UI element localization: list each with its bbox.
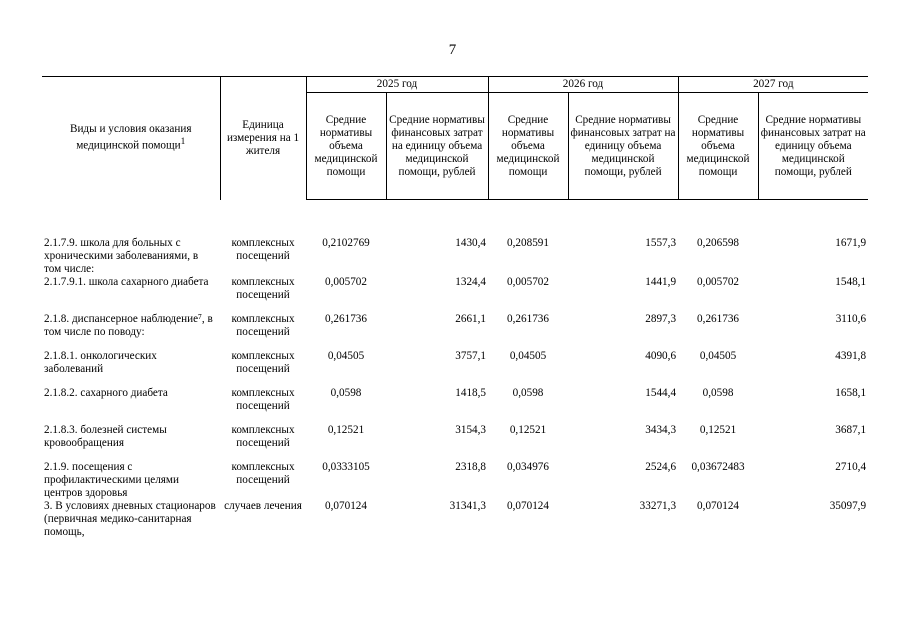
row-unit: комплексных посещений <box>231 237 295 262</box>
row-kind: 2.1.9. посещения с профилактическими целями центров здоровья <box>44 461 179 499</box>
row-finance-2027: 1671,9 <box>835 237 867 249</box>
page-number: 7 <box>448 42 457 58</box>
header-year-2026: 2026 год <box>488 77 678 93</box>
row-finance-2025: 31341,3 <box>449 500 487 512</box>
row-finance-2026: 4090,6 <box>645 350 677 362</box>
header-volume-2026: Средние нормативы объема медицинской помощи <box>488 93 568 200</box>
table-row <box>42 350 868 387</box>
table-row <box>42 461 868 500</box>
row-volume-2025: 0,0598 <box>330 387 362 399</box>
row-volume-2025: 0,261736 <box>325 313 367 325</box>
row-volume-2025: 0,0333105 <box>322 461 370 473</box>
row-finance-2026: 2897,3 <box>645 313 677 325</box>
row-volume-2027: 0,12521 <box>699 424 737 436</box>
row-kind: 2.1.7.9. школа для больных с хроническими заболеваниями, в том числе: <box>44 237 199 275</box>
row-unit: комплексных посещений <box>231 276 295 301</box>
row-volume-2027: 0,04505 <box>699 350 737 362</box>
row-finance-2027: 3110,6 <box>835 313 867 325</box>
row-volume-2025: 0,04505 <box>327 350 365 362</box>
row-kind: 2.1.8.1. онкологических заболеваний <box>44 350 157 375</box>
row-volume-2027: 0,261736 <box>697 313 739 325</box>
row-volume-2026: 0,04505 <box>509 350 547 362</box>
row-volume-2027: 0,03672483 <box>691 461 745 473</box>
row-kind: 2.1.8.2. сахарного диабета <box>44 387 168 399</box>
row-finance-2026: 1441,9 <box>645 276 677 288</box>
row-finance-2027: 35097,9 <box>829 500 867 512</box>
row-finance-2026: 2524,6 <box>645 461 677 473</box>
row-unit: комплексных посещений <box>231 424 295 449</box>
row-volume-2025: 0,2102769 <box>322 237 370 249</box>
row-finance-2027: 3687,1 <box>835 424 867 436</box>
row-volume-2026: 0,0598 <box>512 387 544 399</box>
row-volume-2026: 0,005702 <box>507 276 549 288</box>
row-kind: 2.1.8. диспансерное наблюдение⁷, в том числе по поводу: <box>44 313 213 338</box>
row-volume-2027: 0,0598 <box>702 387 734 399</box>
row-finance-2026: 1544,4 <box>645 387 677 399</box>
row-finance-2026: 1557,3 <box>645 237 677 249</box>
row-finance-2025: 1430,4 <box>455 237 487 249</box>
row-finance-2026: 3434,3 <box>645 424 677 436</box>
header-volume-2025: Средние нормативы объема медицинской помощи <box>306 93 386 200</box>
row-volume-2026: 0,034976 <box>507 461 549 473</box>
norms-table <box>42 76 868 539</box>
row-kind: 2.1.8.3. болезней системы кровообращения <box>44 424 167 449</box>
row-finance-2025: 1418,5 <box>455 387 487 399</box>
header-year-2025: 2025 год <box>306 77 488 93</box>
table-row <box>42 276 868 313</box>
row-volume-2027: 0,005702 <box>697 276 739 288</box>
row-unit: комплексных посещений <box>231 461 295 486</box>
row-finance-2027: 4391,8 <box>835 350 867 362</box>
row-volume-2026: 0,070124 <box>507 500 549 512</box>
row-volume-2027: 0,206598 <box>697 237 739 249</box>
row-unit: комплексных посещений <box>231 387 295 412</box>
row-unit: случаев лечения <box>224 500 302 512</box>
table-row <box>42 424 868 461</box>
row-finance-2027: 2710,4 <box>835 461 867 473</box>
header-finance-2027: Средние нормативы финансовых затрат на единицу объема медицинской помощи, рублей <box>758 93 868 200</box>
header-year-2027: 2027 год <box>678 77 868 93</box>
row-finance-2027: 1658,1 <box>835 387 867 399</box>
row-finance-2025: 2661,1 <box>455 313 487 325</box>
header-finance-2026: Средние нормативы финансовых затрат на единицу объема медицинской помощи, рублей <box>568 93 678 200</box>
row-finance-2025: 1324,4 <box>455 276 487 288</box>
row-finance-2027: 1548,1 <box>835 276 867 288</box>
header-unit: Единица измерения на 1 жителя <box>220 77 306 200</box>
row-finance-2025: 3757,1 <box>455 350 487 362</box>
row-volume-2025: 0,005702 <box>325 276 367 288</box>
row-kind: 2.1.7.9.1. школа сахарного диабета <box>44 276 209 288</box>
row-finance-2026: 33271,3 <box>639 500 677 512</box>
row-volume-2026: 0,261736 <box>507 313 549 325</box>
row-volume-2026: 0,12521 <box>509 424 547 436</box>
table-row <box>42 237 868 276</box>
row-unit: комплексных посещений <box>231 350 295 375</box>
row-volume-2026: 0,208591 <box>507 237 549 249</box>
row-kind: 3. В условиях дневных стационаров (первичная медико-санитарная помощь, <box>44 500 216 538</box>
row-volume-2025: 0,12521 <box>327 424 365 436</box>
table-row <box>42 500 868 539</box>
row-volume-2025: 0,070124 <box>325 500 367 512</box>
row-volume-2027: 0,070124 <box>697 500 739 512</box>
row-unit: комплексных посещений <box>231 313 295 338</box>
header-volume-2027: Средние нормативы объема медицинской помощи <box>678 93 758 200</box>
table-row <box>42 387 868 424</box>
header-finance-2025: Средние нормативы финансовых затрат на единицу объема медицинской помощи, рублей <box>386 93 488 200</box>
table-row <box>42 313 868 350</box>
row-finance-2025: 2318,8 <box>455 461 487 473</box>
header-kind: Виды и условия оказания медицинской помощи$^1$ <box>42 77 220 200</box>
row-finance-2025: 3154,3 <box>455 424 487 436</box>
